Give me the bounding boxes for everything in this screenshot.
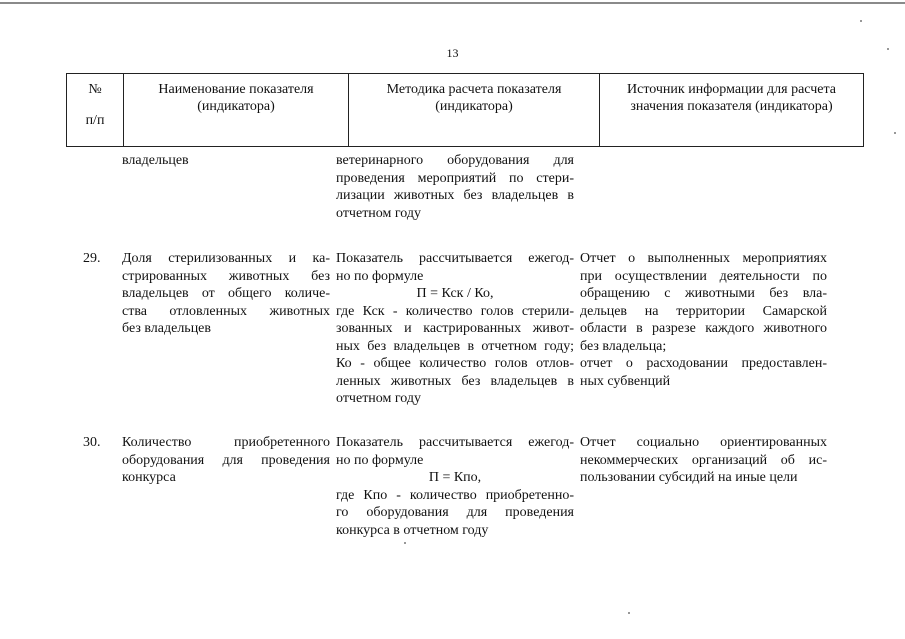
formula: П = Кск / Ко, [416, 286, 494, 301]
text-line: Ко - общее количество голов отлов- [336, 356, 574, 371]
header-pp: п/п [85, 113, 105, 128]
scan-top-border [0, 2, 905, 4]
text-line: ветеринарного оборудования для [336, 153, 574, 168]
header-name-line: Наименование показателя [158, 82, 314, 97]
row-29-source [580, 250, 827, 390]
text-line: без владельца; [580, 338, 667, 354]
text-line: пользовании субсидий на иные цели [580, 470, 798, 485]
header-col-method [349, 74, 600, 147]
header-col-name [124, 74, 349, 147]
row-continuation-method [336, 152, 574, 222]
header-method-line: Методика расчета показателя [386, 82, 562, 97]
text-line: ства отловленных животных [122, 303, 330, 319]
text-line: конкурса в отчетном году [336, 522, 489, 538]
text-line: но по формуле [336, 268, 424, 284]
text-line: но по формуле [336, 452, 424, 468]
text-line: ных без владельцев в отчетном году; [336, 338, 574, 354]
row-30-name [122, 434, 330, 487]
text-line: Отчет о выполненных мероприятиях [580, 251, 827, 266]
text-line: Количество приобретенного [122, 435, 330, 450]
row-number: 29. [83, 251, 101, 266]
text-line: без владельцев [122, 321, 212, 336]
text-line: отчетном году [336, 205, 422, 221]
row-29-method [336, 250, 574, 408]
formula: П = Кпо, [428, 470, 482, 485]
text-line: дельцев на территории Самарской [580, 303, 827, 319]
text-line: зованных и кастрированных живот- [336, 321, 574, 336]
text-line: го оборудования для проведения [336, 505, 574, 520]
text-line: проведения мероприятий по стери- [336, 170, 574, 186]
header-method-line: (индикатора) [435, 99, 513, 114]
scan-speck [404, 542, 406, 544]
text-line: области в разрезе каждого животного [580, 321, 827, 336]
row-29-name [122, 250, 330, 338]
text-line: Отчет социально ориентированных [580, 435, 827, 450]
text-line: владельцев от общего количе- [122, 286, 330, 301]
scan-speck [860, 20, 862, 22]
text-line: Доля стерилизованных и ка- [122, 251, 330, 266]
scan-speck [628, 612, 630, 614]
header-source-line: Источник информации для расчета [627, 82, 836, 97]
text-line: ленных животных без владельцев в [336, 373, 574, 389]
text-line: обращению с животными без вла- [580, 286, 827, 301]
text-line: отчет о расходовании предоставлен- [580, 356, 827, 371]
row-30-source [580, 434, 827, 487]
row-number: 30. [83, 435, 101, 450]
text-line: некоммерческих организаций об ис- [580, 452, 827, 468]
table-header [66, 73, 864, 147]
text-line: отчетном году [336, 391, 422, 406]
text-line: лизации животных без владельцев в [336, 188, 574, 203]
header-number-sign: № [88, 82, 102, 97]
text-line: оборудования для проведения [122, 452, 330, 468]
text-line: при осуществлении деятельности по [580, 268, 827, 284]
row-continuation-name [122, 152, 330, 170]
page-number: 13 [446, 46, 459, 60]
row-30-method [336, 434, 574, 539]
text-line: где Кск - количество голов стерили- [336, 303, 574, 319]
scan-speck [887, 48, 889, 50]
text-line: стрированных животных без [122, 268, 330, 284]
text-line: Показатель рассчитывается ежегод- [336, 251, 574, 266]
header-col-number [67, 74, 124, 147]
header-name-line: (индикатора) [197, 99, 275, 114]
scan-speck [894, 132, 896, 134]
text-line: Показатель рассчитывается ежегод- [336, 435, 574, 450]
text-line: конкурса [122, 470, 176, 485]
header-col-source [600, 74, 864, 147]
header-source-line: значения показателя (индикатора) [630, 99, 833, 114]
text-line: владельцев [122, 153, 189, 168]
text-line: где Кпо - количество приобретенно- [336, 487, 574, 503]
text-line: ных субвенций [580, 373, 671, 389]
